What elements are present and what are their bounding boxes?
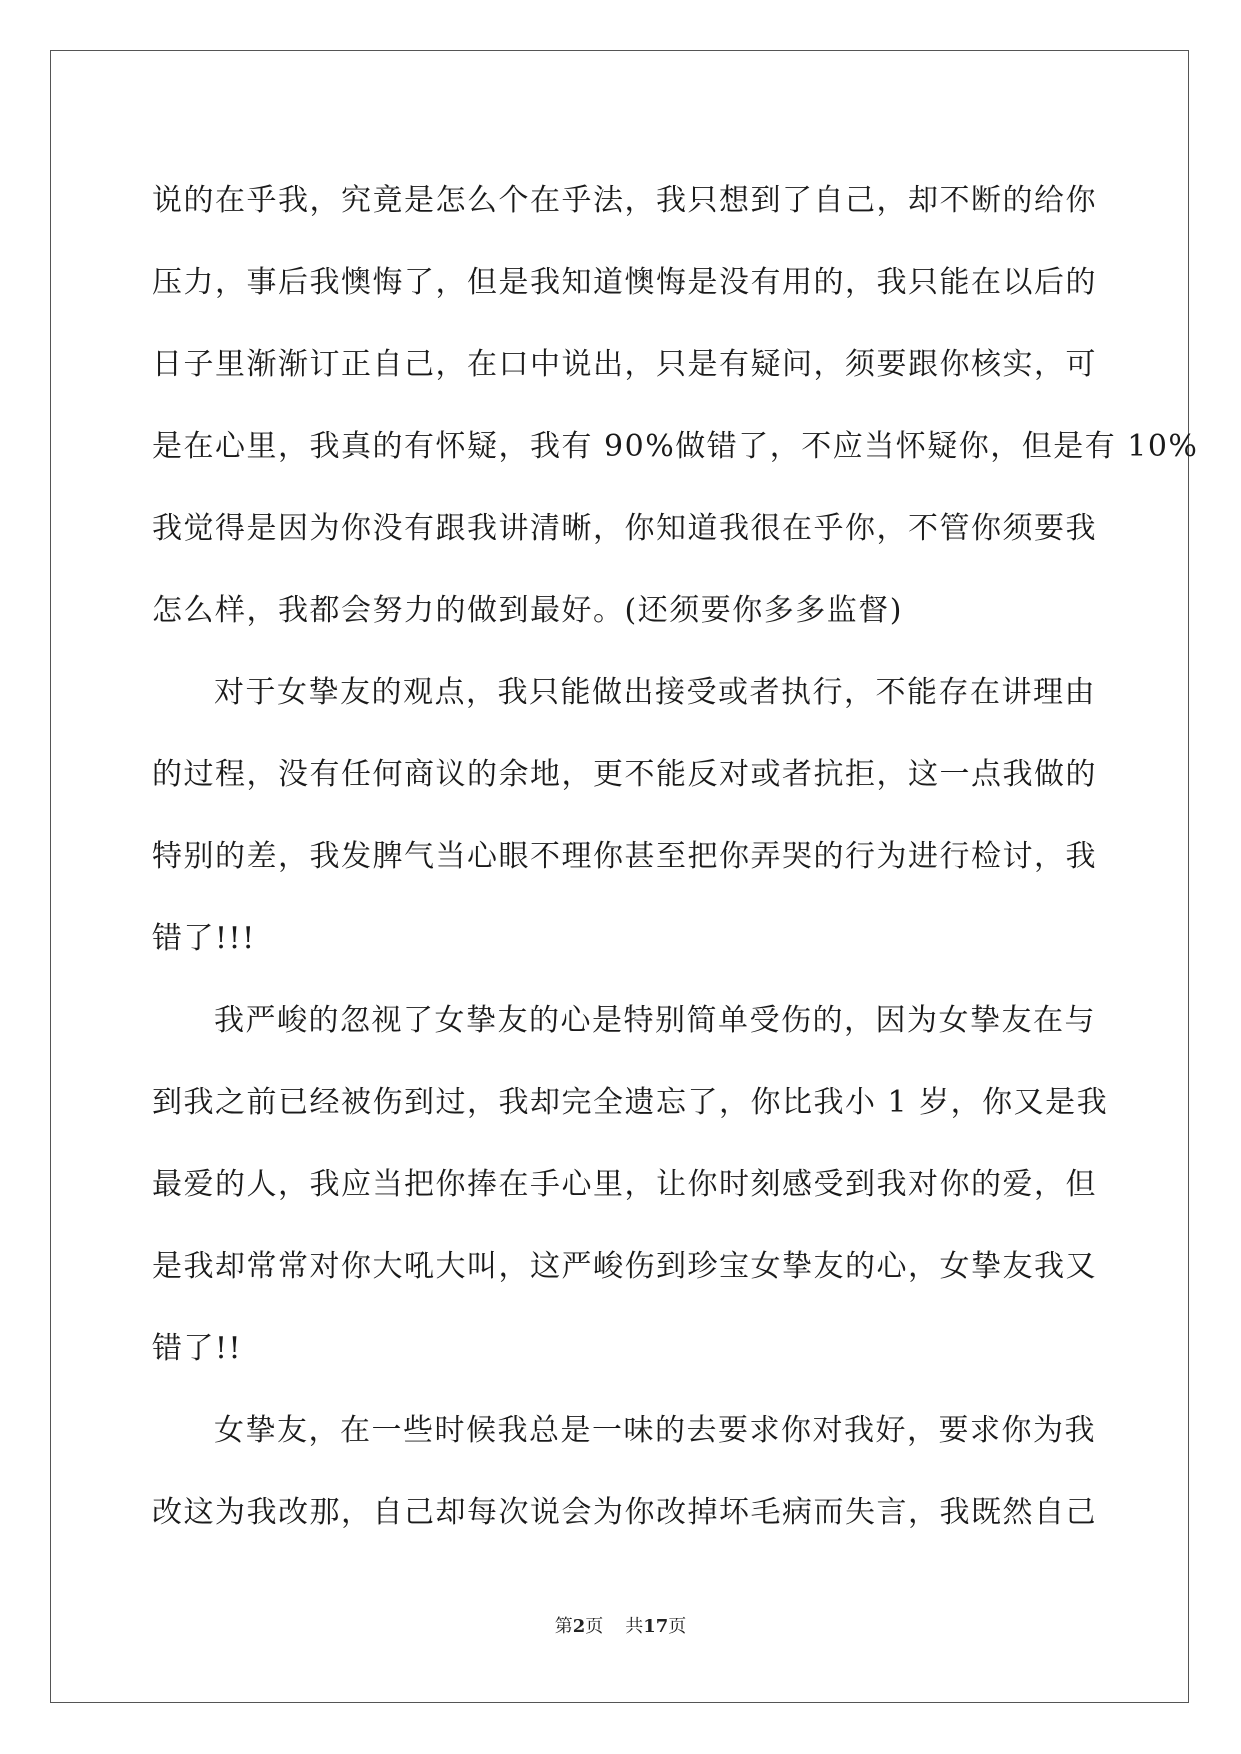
paragraph bbox=[152, 1390, 1097, 1554]
paragraph bbox=[152, 160, 1199, 652]
text-line: 怎么样，我都会努力的做到最好。(还须要你多多监督) bbox=[152, 593, 903, 628]
text-line: 的过程，没有任何商议的余地，更不能反对或者抗拒，这一点我做的 bbox=[152, 757, 1097, 792]
footer-total-number: 17 bbox=[643, 1616, 669, 1637]
footer-page-number: 2 bbox=[572, 1616, 586, 1637]
text-line: 女挚友，在一些时候我总是一味的去要求你对我好，要求你为我 bbox=[214, 1413, 1096, 1448]
text-line: 最爱的人，我应当把你捧在手心里，让你时刻感受到我对你的爱，但 bbox=[152, 1167, 1097, 1202]
page-footer bbox=[0, 1612, 1241, 1638]
text-line: 是我却常常对你大吼大叫，这严峻伤到珍宝女挚友的心，女挚友我又 bbox=[152, 1249, 1097, 1284]
text-line: 是在心里，我真的有怀疑，我有 90%做错了，不应当怀疑你，但是有 10% bbox=[152, 429, 1199, 464]
footer-page-suffix: 页 bbox=[585, 1616, 604, 1637]
text-line: 特别的差，我发脾气当心眼不理你甚至把你弄哭的行为进行检讨，我 bbox=[152, 839, 1097, 874]
text-line: 错了!! bbox=[152, 1331, 243, 1366]
text-line: 说的在乎我，究竟是怎么个在乎法，我只想到了自己，却不断的给你 bbox=[152, 183, 1097, 218]
text-line: 到我之前已经被伤到过，我却完全遗忘了，你比我小 1 岁，你又是我 bbox=[152, 1085, 1109, 1120]
paragraph bbox=[152, 652, 1097, 980]
text-line: 压力，事后我懊悔了，但是我知道懊悔是没有用的，我只能在以后的 bbox=[152, 265, 1097, 300]
footer-total-prefix: 共 bbox=[625, 1616, 644, 1637]
paragraph bbox=[152, 980, 1109, 1390]
text-line: 改这为我改那，自己却每次说会为你改掉坏毛病而失言，我既然自己 bbox=[152, 1495, 1097, 1530]
text-line: 错了!!! bbox=[152, 921, 256, 956]
text-line: 我觉得是因为你没有跟我讲清晰，你知道我很在乎你，不管你须要我 bbox=[152, 511, 1097, 546]
text-line: 日子里渐渐订正自己，在口中说出，只是有疑问，须要跟你核实，可 bbox=[152, 347, 1097, 382]
text-line: 对于女挚友的观点，我只能做出接受或者执行，不能存在讲理由 bbox=[214, 675, 1096, 710]
footer-page-prefix: 第 bbox=[554, 1616, 573, 1637]
footer-total-suffix: 页 bbox=[668, 1616, 687, 1637]
text-line: 我严峻的忽视了女挚友的心是特别简单受伤的，因为女挚友在与 bbox=[214, 1003, 1096, 1038]
document-body bbox=[152, 160, 1199, 1554]
